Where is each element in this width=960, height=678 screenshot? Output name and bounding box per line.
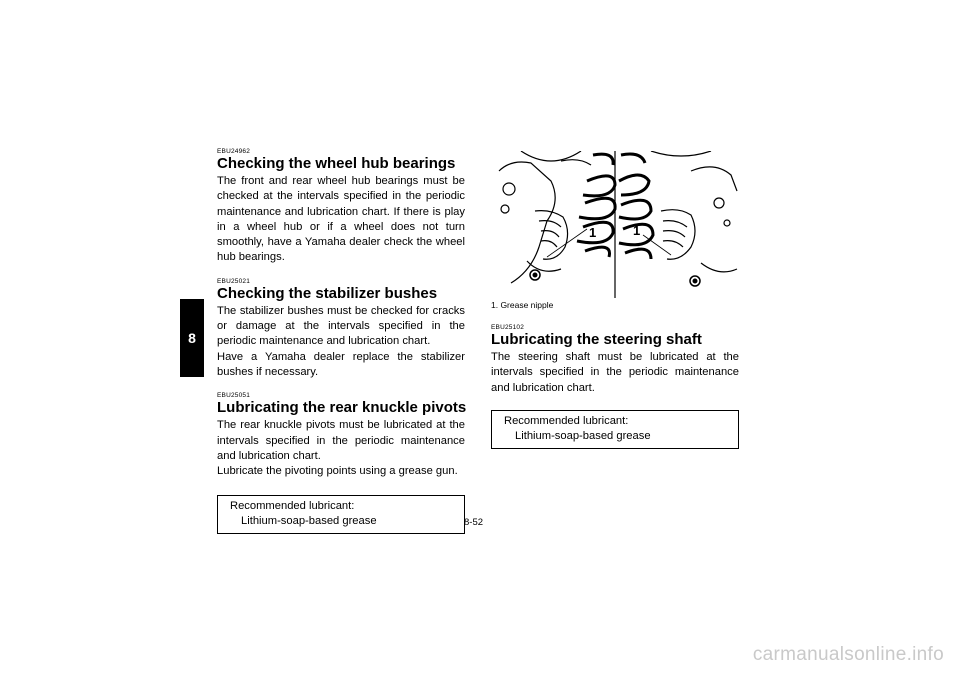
figure-caption: 1. Grease nipple <box>491 300 554 310</box>
section-body-knuckle: The rear knuckle pivots must be lubricated at the intervals specified in the periodic maintenance and lubrication chart. <box>217 419 465 462</box>
section-title-knuckle: Lubricating the rear knuckle pivots <box>217 399 467 417</box>
lubricant-label: Recommended lubricant: <box>230 500 355 513</box>
watermark: carmanualsonline.info <box>752 644 944 665</box>
lubricant-value: Lithium-soap-based grease <box>515 429 651 442</box>
chapter-tab: 8 <box>180 299 204 377</box>
callout-number-right: 1 <box>633 223 641 238</box>
lubricant-value: Lithium-soap-based grease <box>241 515 377 528</box>
section-body-wheel-hub: The front and rear wheel hub bearings must be checked at the intervals specified in the periodic maintenance and lubrication chart. If there is play in a wheel hub or if a wheel does not turn smoothly, have a Yamaha dealer check the wheel hub bearings. <box>217 175 465 264</box>
lubricant-box <box>217 495 465 534</box>
lubricant-box-steering <box>491 410 739 449</box>
section-body-steering-shaft: The steering shaft must be lubricated at the intervals specified in the periodic maintenance and lubrication chart. <box>491 351 739 394</box>
grease-nipple-figure <box>491 151 739 298</box>
section-code: EBU25102 <box>491 324 525 331</box>
section-title-steering-shaft: Lubricating the steering shaft <box>491 331 702 348</box>
suspension-illustration <box>491 151 739 298</box>
section-body-stabilizer: The stabilizer bushes must be checked for cracks or damage at the intervals specified in the periodic maintenance and lubrication chart. <box>217 304 465 348</box>
callout-number-left: 1 <box>589 225 597 240</box>
left-column <box>217 148 465 534</box>
right-column <box>491 324 739 449</box>
section-code: EBU25021 <box>217 277 251 285</box>
section-code: EBU24962 <box>217 148 251 155</box>
lubricant-label: Recommended lubricant: <box>504 414 629 427</box>
section-code: EBU25051 <box>217 392 251 400</box>
section-title-wheel-hub: Checking the wheel hub bearings <box>217 155 456 172</box>
section-body-knuckle-2: Lubricate the pivoting points using a grease gun. <box>217 465 458 478</box>
section-title-stabilizer: Checking the stabilizer bushes <box>217 284 438 302</box>
page-number: 8-52 <box>464 517 484 528</box>
section-body-stabilizer-2: Have a Yamaha dealer replace the stabilizer bushes if necessary. <box>217 350 465 378</box>
